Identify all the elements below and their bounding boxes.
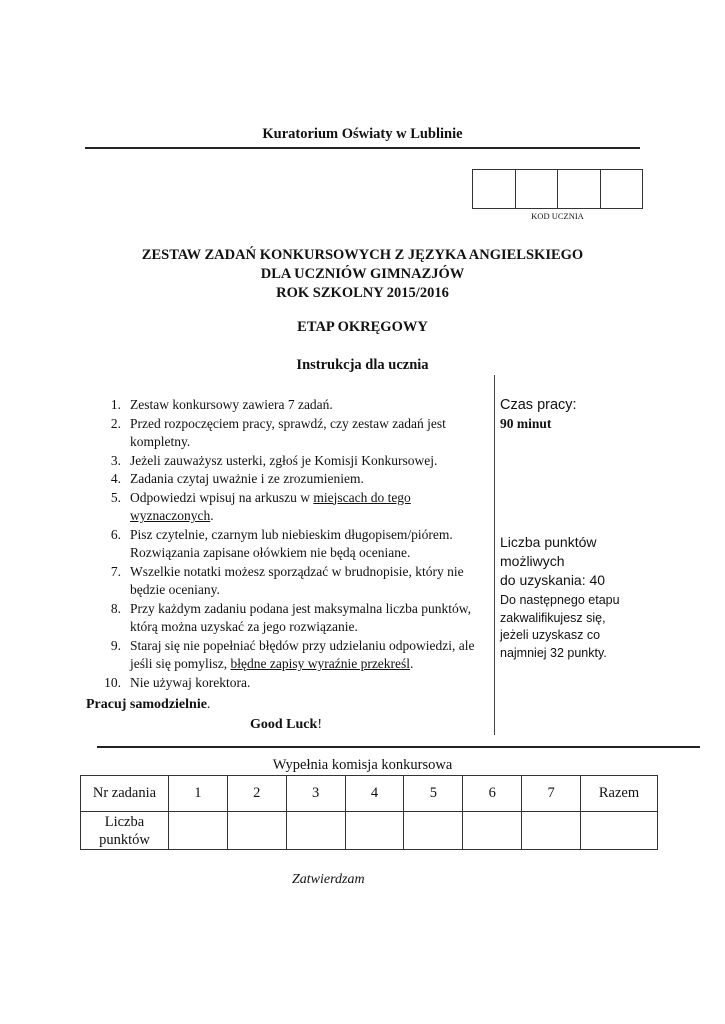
title-line: ZESTAW ZADAŃ KONKURSOWYCH Z JĘZYKA ANGIELSKIEGO — [141, 247, 584, 263]
list-item: 7. Wszelkie notatki możesz sporządzać w brudnopisie, który nie będzie oceniany. — [110, 563, 464, 597]
points-entry-cell[interactable] — [345, 812, 404, 850]
underlined-text: błędne zapisy wyraźnie przekreśl — [230, 656, 411, 671]
work-alone-note: Pracuj samodzielnie. — [86, 697, 211, 712]
student-code-cell[interactable] — [516, 170, 559, 208]
list-item: 5. Odpowiedzi wpisuj na arkuszu w miejscach do tego wyznaczonych. — [110, 489, 411, 523]
table-header-cell: 7 — [522, 776, 581, 812]
table-header-cell: 6 — [463, 776, 522, 812]
commission-title: Wypełnia komisja konkursowa — [272, 757, 453, 773]
section-divider — [97, 746, 700, 748]
header-divider — [85, 147, 640, 149]
student-code-cell[interactable] — [601, 170, 643, 208]
score-table — [80, 775, 658, 850]
student-code-cell[interactable] — [558, 170, 601, 208]
list-item: 6. Pisz czytelnie, czarnym lub niebieskim długopisem/piórem. Rozwiązania zapisane ołówkiem nie będą oceniane. — [110, 526, 453, 560]
points-entry-cell[interactable] — [522, 812, 581, 850]
points-entry-cell[interactable] — [404, 812, 463, 850]
list-item: 10. Nie używaj korektora. — [104, 674, 251, 690]
list-item: 4. Zadania czytaj uważnie i ze zrozumieniem. — [110, 471, 364, 486]
title-line: ROK SZKOLNY 2015/2016 — [276, 285, 449, 301]
list-item: 1. Zestaw konkursowy zawiera 7 zadań. — [110, 397, 333, 412]
table-row — [81, 812, 658, 850]
student-code-box[interactable] — [472, 169, 643, 209]
table-header-cell: 2 — [227, 776, 286, 812]
table-header-cell: 3 — [286, 776, 345, 812]
list-item: 2. Przed rozpoczęciem pracy, sprawdź, czy zestaw zadań jest kompletny. — [110, 415, 446, 449]
points-entry-cell[interactable] — [463, 812, 522, 850]
points-label-cell: Liczba punktów — [81, 812, 169, 850]
table-header-cell: 5 — [404, 776, 463, 812]
table-header-cell: 1 — [168, 776, 227, 812]
student-code-label: KOD UCZNIA — [531, 211, 584, 221]
table-header-cell: Nr zadania — [81, 776, 169, 812]
institution-title: Kuratorium Oświaty w Lublinie — [262, 126, 463, 142]
title-line: DLA UCZNIÓW GIMNAZJÓW — [260, 266, 465, 282]
document-title — [0, 246, 725, 303]
column-divider — [494, 375, 495, 735]
instructions-title: Instrukcja dla ucznia — [296, 357, 429, 373]
table-header-cell: Razem — [581, 776, 658, 812]
qualification-info: Do następnego etapu zakwalifikujesz się, jeżeli uzyskasz co najmniej 32 punkty. — [500, 593, 620, 660]
list-item: 3. Jeżeli zauważysz usterki, zgłoś je Komisji Konkursowej. — [110, 452, 438, 468]
points-entry-cell[interactable] — [286, 812, 345, 850]
time-label: Czas pracy: — [500, 397, 577, 413]
time-value: 90 minut — [500, 416, 552, 431]
points-entry-cell[interactable] — [227, 812, 286, 850]
approval-label: Zatwierdzam — [292, 872, 365, 887]
student-code-cell[interactable] — [473, 170, 516, 208]
max-points-info: Liczba punktów możliwych do uzyskania: 40 — [500, 534, 606, 588]
instructions-list — [84, 396, 494, 692]
table-row — [81, 776, 658, 812]
good-luck-note: Good Luck! — [250, 717, 322, 732]
underlined-text: miejscach do tego wyznaczonych — [130, 489, 411, 523]
list-item: 8. Przy każdym zadaniu podana jest maksymalna liczba punktów, którą można uzyskać za jego rozwiązanie. — [110, 600, 472, 634]
table-header-cell: 4 — [345, 776, 404, 812]
stage-title: ETAP OKRĘGOWY — [297, 319, 428, 335]
list-item: 9. Staraj się nie popełniać błędów przy udzielaniu odpowiedzi, ale jeśli się pomylisz, błędne zapisy wyraźnie przekreśl. — [110, 637, 475, 671]
points-total-cell[interactable] — [581, 812, 658, 850]
points-entry-cell[interactable] — [168, 812, 227, 850]
